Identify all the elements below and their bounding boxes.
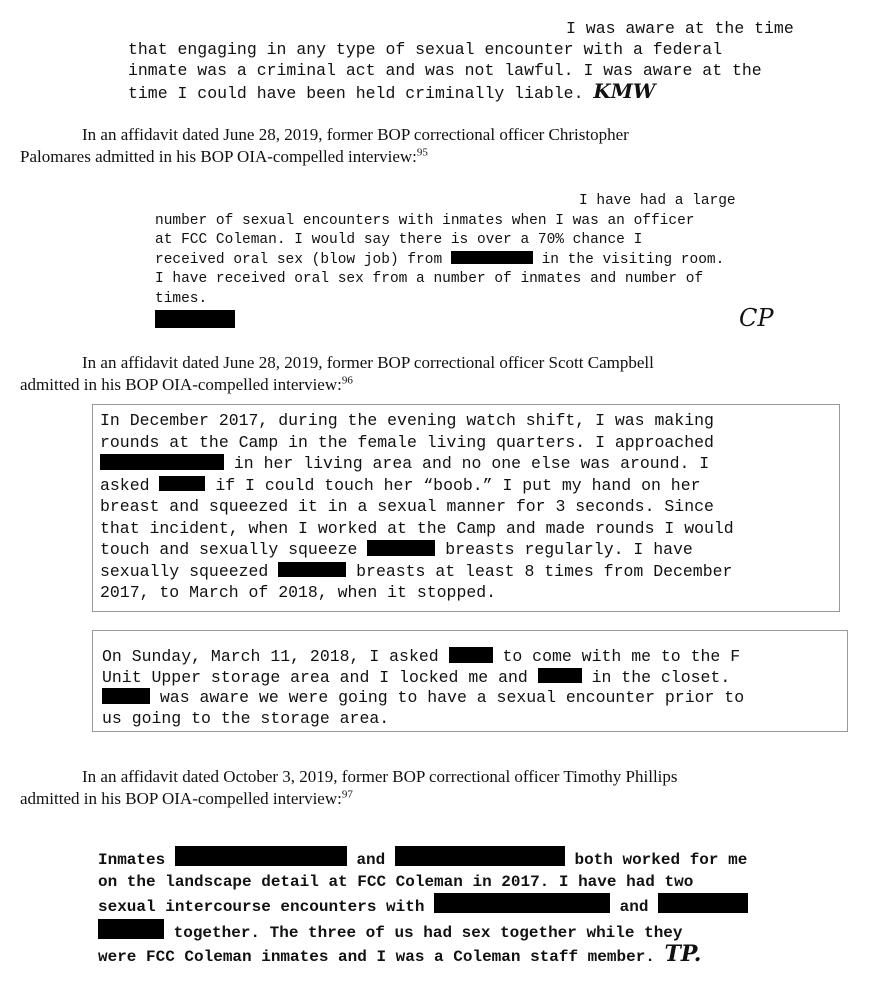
redaction-bar bbox=[102, 688, 150, 704]
excerpt-line: asked if I could touch her “boob.” I put my hand on her bbox=[100, 475, 701, 495]
excerpt-line: breast and squeezed it in a sexual manner for 3 seconds. Since bbox=[100, 497, 714, 516]
narrative-line: Palomares admitted in his BOP OIA-compelled interview:$^{95}$ bbox=[20, 146, 428, 166]
handwritten-initials: TP. bbox=[664, 941, 702, 968]
narrative-line: In an affidavit dated June 28, 2019, former BOP correctional officer Scott Campbell bbox=[82, 353, 654, 372]
handwritten-initials: CP bbox=[739, 304, 774, 333]
excerpt-line: rounds at the Camp in the female living quarters. I approached bbox=[100, 432, 714, 452]
narrative-line: admitted in his BOP OIA-compelled interview:$^{97}$ bbox=[20, 788, 353, 808]
excerpt-line: together. The three of us had sex together while they bbox=[98, 919, 748, 945]
excerpt-line bbox=[155, 304, 774, 334]
affidavit-excerpt-3 bbox=[100, 410, 734, 604]
excerpt-line: on the landscape detail at FCC Coleman in 2017. I have had two bbox=[98, 872, 694, 891]
excerpt-text: time I could have been held criminally liable. bbox=[128, 84, 584, 103]
excerpt-line: were FCC Coleman inmates and I was a Coleman staff member. TP. bbox=[98, 941, 702, 968]
excerpt-line: On Sunday, March 11, 2018, I asked to come with me to the F bbox=[102, 647, 741, 666]
excerpt-line: sexually squeezed breasts at least 8 times from December bbox=[100, 561, 733, 581]
excerpt-line: 2017, to March of 2018, when it stopped. bbox=[100, 583, 497, 602]
redaction-bar bbox=[434, 893, 610, 913]
narrative-paragraph-2 bbox=[20, 352, 880, 396]
redaction-bar bbox=[155, 310, 235, 328]
redaction-bar bbox=[658, 893, 748, 913]
redaction-bar bbox=[159, 476, 205, 492]
excerpt-line: in her living area and no one else was around. I bbox=[100, 453, 734, 475]
narrative-line: admitted in his BOP OIA-compelled interview:$^{96}$ bbox=[20, 374, 353, 394]
footnote-ref: 96 bbox=[341, 374, 353, 387]
handwritten-initials: KMW bbox=[593, 79, 656, 103]
affidavit-excerpt-2 bbox=[155, 192, 774, 334]
excerpt-line: Unit Upper storage area and I locked me and in the closet. bbox=[102, 667, 731, 687]
excerpt-line: sexual intercourse encounters with and bbox=[98, 893, 748, 919]
excerpt-line: Inmates and both worked for me bbox=[98, 846, 748, 872]
excerpt-line: I have had a large bbox=[579, 193, 736, 209]
excerpt-line: I was aware at the time bbox=[566, 19, 794, 38]
excerpt-line: that engaging in any type of sexual encounter with a federal bbox=[128, 40, 723, 59]
excerpt-line: received oral sex (blow job) from in the visiting room. bbox=[155, 251, 725, 268]
footnote-ref: 97 bbox=[341, 788, 353, 801]
redaction-bar bbox=[538, 668, 582, 684]
redaction-bar bbox=[395, 846, 565, 866]
excerpt-line bbox=[128, 81, 794, 104]
footnote-ref: 95 bbox=[416, 146, 428, 159]
redaction-bar bbox=[367, 540, 435, 556]
narrative-paragraph-3 bbox=[20, 766, 880, 810]
excerpt-line: at FCC Coleman. I would say there is over a 70% chance I bbox=[155, 232, 643, 248]
affidavit-excerpt-5 bbox=[98, 846, 748, 969]
excerpt-line: us going to the storage area. bbox=[102, 708, 390, 728]
narrative-paragraph-1 bbox=[20, 124, 880, 168]
affidavit-excerpt-1 bbox=[128, 18, 794, 104]
excerpt-line: In December 2017, during the evening watch shift, I was making bbox=[100, 411, 714, 430]
redaction-bar bbox=[100, 454, 224, 470]
excerpt-line: was aware we were going to have a sexual encounter prior to bbox=[102, 688, 744, 709]
excerpt-line: number of sexual encounters with inmates when I was an officer bbox=[155, 212, 695, 229]
excerpt-line: that incident, when I worked at the Camp and made rounds I would bbox=[100, 518, 734, 538]
excerpt-line: inmate was a criminal act and was not lawful. I was aware at the bbox=[128, 61, 762, 80]
excerpt-line: I have received oral sex from a number of inmates and number of bbox=[155, 271, 704, 288]
narrative-line: In an affidavit dated June 28, 2019, former BOP correctional officer Christopher bbox=[82, 125, 629, 144]
redaction-bar bbox=[449, 647, 493, 663]
excerpt-line: touch and sexually squeeze breasts regularly. I have bbox=[100, 540, 693, 559]
affidavit-excerpt-4 bbox=[102, 647, 744, 729]
redaction-bar bbox=[278, 562, 346, 578]
redaction-bar bbox=[175, 846, 347, 866]
excerpt-line: times. bbox=[155, 290, 208, 307]
redaction-bar bbox=[451, 251, 533, 265]
redaction-bar bbox=[98, 919, 164, 939]
narrative-line: In an affidavit dated October 3, 2019, former BOP correctional officer Timothy Phillips bbox=[82, 767, 678, 786]
